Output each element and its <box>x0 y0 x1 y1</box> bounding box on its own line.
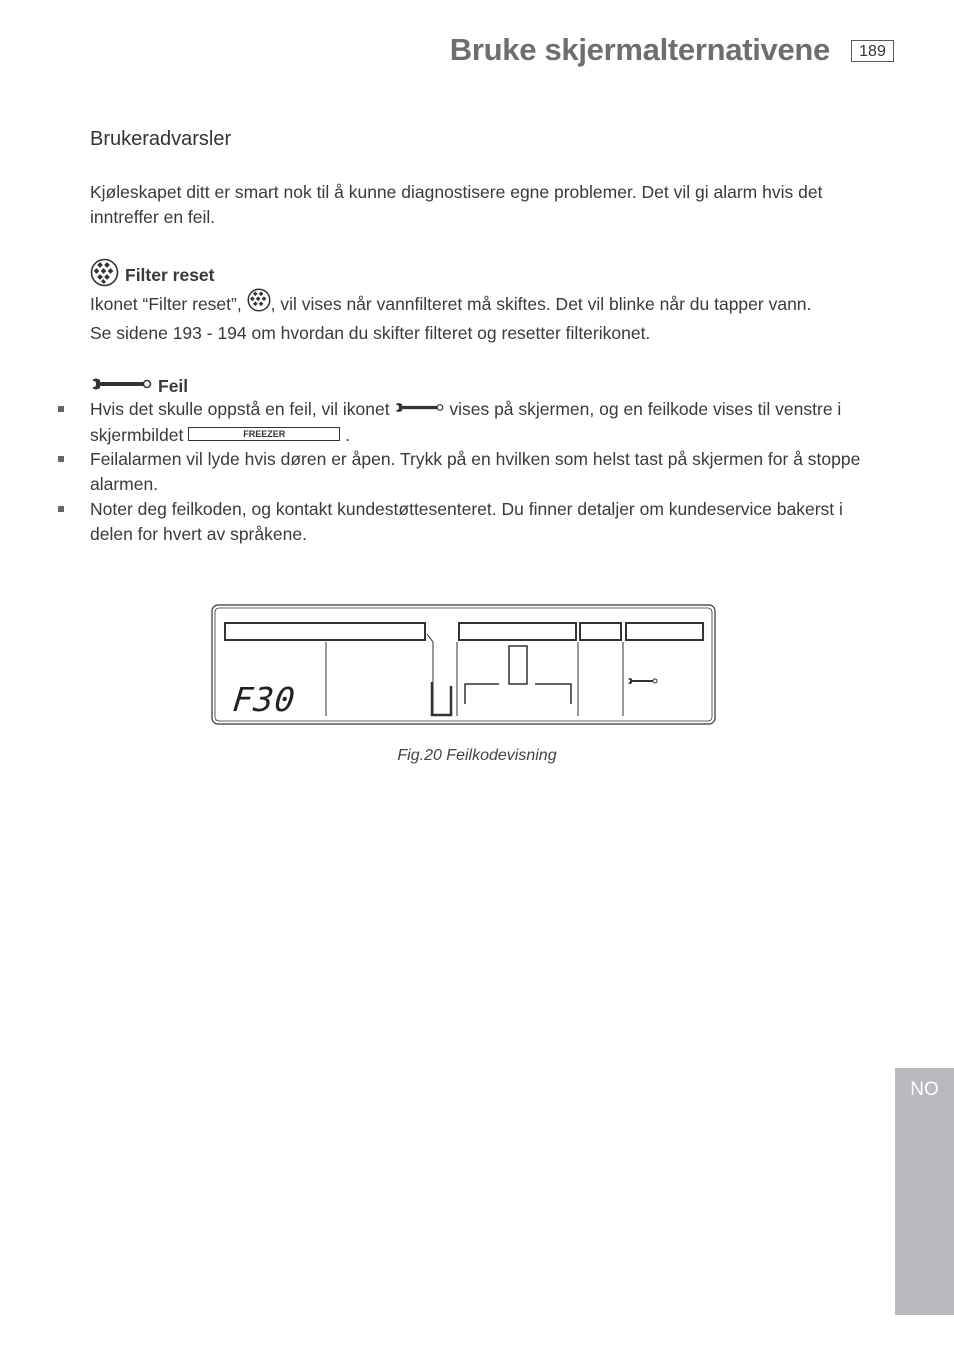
filter-reset-icon <box>90 258 119 292</box>
feil-bullet-3: Noter deg feilkoden, og kontakt kundestøttesenteret. Du finner detaljer om kundeservice bakerst i delen for hvert av språkene. <box>90 499 843 544</box>
intro-paragraph: Kjøleskapet ditt er smart nok til å kunne diagnostisere egne problemer. Det vil gi alarm hvis det inntreffer en feil. <box>90 182 823 227</box>
wrench-icon <box>90 376 152 397</box>
feil-heading: Feil <box>158 376 189 396</box>
language-tab <box>895 1068 954 1315</box>
feil-bullet-1-period: . <box>345 424 350 445</box>
feil-bullet-2: Feilalarmen vil lyde hvis døren er åpen. Trykk på en hvilken som helst tast på skjermen for å stoppe alarmen. <box>90 449 861 494</box>
display-panel-figure <box>211 604 717 731</box>
feil-bullet-1-after: vises på skjermen, og en feilkode vises til venstre i <box>449 399 842 419</box>
feil-bullet-1 <box>90 397 890 448</box>
language-tab-label: NO <box>910 1079 939 1100</box>
freezer-display-box: FREEZER <box>188 427 340 441</box>
filter-reset-inline-icon <box>247 288 271 319</box>
filter-reset-heading: Filter reset <box>125 264 215 285</box>
bullet-marker <box>58 456 64 462</box>
feil-bullet-1-line2: skjermbildet <box>90 424 184 445</box>
bullet-marker <box>58 406 64 412</box>
page-number: 189 <box>851 40 894 62</box>
figure-caption: Fig.20 Feilkodevisning <box>397 747 557 764</box>
feil-bullet-1-before: Hvis det skulle oppstå en feil, vil ikonet <box>90 399 390 419</box>
page-title: Bruke skjermalternativene <box>449 32 830 67</box>
error-code-readout: F30 <box>230 680 298 719</box>
filter-reset-paragraph <box>90 290 890 346</box>
section-heading: Brukeradvarsler <box>90 128 232 150</box>
filter-reset-text-line2: Se sidene 193 - 194 om hvordan du skifter filteret og resetter filterikonet. <box>90 323 651 343</box>
wrench-inline-icon <box>394 396 444 421</box>
filter-reset-text-after: , vil vises når vannfilteret må skiftes. Det vil blinke når du tapper vann. <box>270 294 812 315</box>
bullet-marker <box>58 506 64 512</box>
filter-reset-text-before: Ikonet “Filter reset”, <box>90 294 242 315</box>
filter-reset-heading-row <box>90 258 214 292</box>
feil-heading-row <box>90 376 188 397</box>
